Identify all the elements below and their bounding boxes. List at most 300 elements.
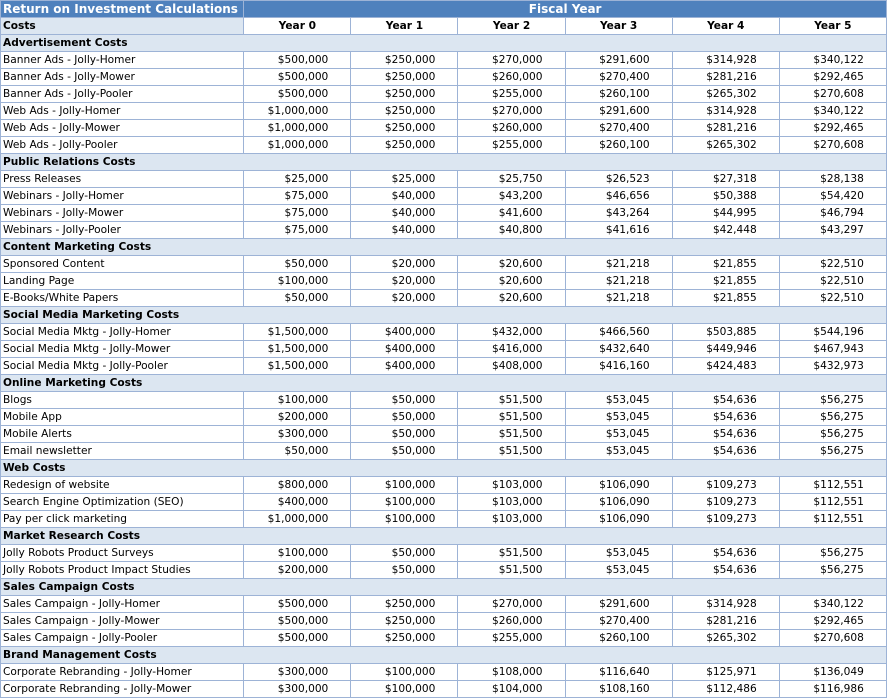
value-text: $1,500,000	[267, 325, 329, 338]
value-text: $56,275	[820, 410, 864, 423]
row-label-cell[interactable]: Corporate Rebranding - Jolly-Homer	[1, 664, 244, 681]
value-cell[interactable]	[672, 273, 779, 290]
row-label-cell[interactable]: Web Ads - Jolly-Homer	[1, 103, 244, 120]
value-cell[interactable]	[458, 426, 565, 443]
value-text: $26,523	[605, 172, 650, 185]
value-cell[interactable]	[244, 273, 351, 290]
value-cell[interactable]	[351, 188, 458, 205]
value-cell[interactable]	[672, 120, 779, 137]
fiscal-year-header[interactable]: Fiscal Year	[244, 1, 887, 18]
table-row	[1, 613, 887, 630]
value-text: $292,465	[813, 121, 864, 134]
value-text: $103,000	[491, 512, 543, 525]
value-cell[interactable]	[351, 664, 458, 681]
value-cell[interactable]	[244, 443, 351, 460]
value-cell[interactable]	[458, 494, 565, 511]
value-cell[interactable]	[779, 545, 886, 562]
value-cell[interactable]	[244, 392, 351, 409]
value-text: $250,000	[384, 121, 436, 134]
value-cell[interactable]	[458, 477, 565, 494]
value-cell[interactable]	[458, 324, 565, 341]
value-cell[interactable]	[351, 256, 458, 273]
value-cell[interactable]	[672, 477, 779, 494]
value-cell[interactable]	[244, 324, 351, 341]
value-text: $75,000	[284, 223, 329, 236]
value-cell[interactable]	[672, 630, 779, 647]
row-label-cell[interactable]: Jolly Robots Product Impact Studies	[1, 562, 244, 579]
value-cell[interactable]	[565, 188, 672, 205]
value-cell[interactable]	[458, 358, 565, 375]
value-cell[interactable]	[672, 392, 779, 409]
table-row	[1, 426, 887, 443]
value-cell[interactable]	[672, 409, 779, 426]
value-cell[interactable]	[672, 103, 779, 120]
row-label-cell[interactable]: Search Engine Optimization (SEO)	[1, 494, 244, 511]
value-cell[interactable]	[244, 290, 351, 307]
value-text: $467,943	[813, 342, 864, 355]
value-cell[interactable]	[779, 188, 886, 205]
row-label-cell[interactable]: Blogs	[1, 392, 244, 409]
year-header[interactable]: Year 3	[565, 18, 672, 35]
value-cell[interactable]	[565, 290, 672, 307]
value-cell[interactable]	[351, 358, 458, 375]
value-cell[interactable]	[672, 205, 779, 222]
value-cell[interactable]	[351, 443, 458, 460]
row-label-cell[interactable]: Banner Ads - Jolly-Pooler	[1, 86, 244, 103]
value-text: $50,000	[284, 291, 329, 304]
value-cell[interactable]	[672, 324, 779, 341]
value-cell[interactable]	[565, 562, 672, 579]
value-cell[interactable]	[672, 545, 779, 562]
value-text: $27,318	[712, 172, 757, 185]
value-cell[interactable]	[351, 69, 458, 86]
value-cell[interactable]	[458, 596, 565, 613]
value-cell[interactable]	[244, 205, 351, 222]
value-cell[interactable]	[244, 222, 351, 239]
value-text: $270,608	[813, 631, 864, 644]
value-cell[interactable]	[779, 120, 886, 137]
value-cell[interactable]	[244, 596, 351, 613]
section-title[interactable]: Public Relations Costs	[1, 154, 887, 171]
value-cell[interactable]	[351, 392, 458, 409]
table-row	[1, 120, 887, 137]
row-label-cell[interactable]: Pay per click marketing	[1, 511, 244, 528]
value-cell[interactable]	[458, 120, 565, 137]
row-label-cell[interactable]: Landing Page	[1, 273, 244, 290]
value-text: $270,608	[813, 138, 864, 151]
value-text: $100,000	[277, 393, 329, 406]
value-cell[interactable]	[565, 494, 672, 511]
row-label-cell[interactable]: Press Releases	[1, 171, 244, 188]
row-label-cell[interactable]: Jolly Robots Product Surveys	[1, 545, 244, 562]
value-cell[interactable]	[244, 409, 351, 426]
section-header-row	[1, 307, 887, 324]
value-cell[interactable]	[565, 426, 672, 443]
value-text: $112,551	[813, 512, 864, 525]
value-text: $270,608	[813, 87, 864, 100]
year-header[interactable]: Year 5	[779, 18, 886, 35]
row-label-cell[interactable]: Web Ads - Jolly-Pooler	[1, 137, 244, 154]
row-label-cell[interactable]: Sales Campaign - Jolly-Homer	[1, 596, 244, 613]
value-text: $260,000	[491, 614, 543, 627]
value-cell[interactable]	[672, 443, 779, 460]
value-cell[interactable]	[351, 290, 458, 307]
value-text: $21,218	[605, 274, 650, 287]
year-header[interactable]: Year 2	[458, 18, 565, 35]
value-cell[interactable]	[244, 256, 351, 273]
section-title[interactable]: Online Marketing Costs	[1, 375, 887, 392]
value-cell[interactable]	[458, 681, 565, 698]
value-cell[interactable]	[565, 205, 672, 222]
value-cell[interactable]	[244, 613, 351, 630]
value-cell[interactable]	[672, 222, 779, 239]
value-cell[interactable]	[458, 511, 565, 528]
year-header[interactable]: Year 1	[351, 18, 458, 35]
value-text: $54,636	[712, 444, 757, 457]
row-label-cell[interactable]: E-Books/White Papers	[1, 290, 244, 307]
value-cell[interactable]	[779, 69, 886, 86]
value-text: $42,448	[712, 223, 757, 236]
value-text: $424,483	[706, 359, 757, 372]
table-row	[1, 188, 887, 205]
value-cell[interactable]	[779, 358, 886, 375]
value-cell[interactable]	[779, 477, 886, 494]
row-label-cell[interactable]: Social Media Mktg - Jolly-Pooler	[1, 358, 244, 375]
value-cell[interactable]	[779, 341, 886, 358]
value-cell[interactable]	[351, 103, 458, 120]
value-cell[interactable]	[672, 188, 779, 205]
value-cell[interactable]	[244, 188, 351, 205]
value-cell[interactable]	[244, 120, 351, 137]
value-cell[interactable]	[351, 324, 458, 341]
table-row	[1, 494, 887, 511]
value-cell[interactable]	[779, 511, 886, 528]
value-text: $255,000	[491, 631, 543, 644]
value-cell[interactable]	[565, 256, 672, 273]
row-label-cell[interactable]: Sponsored Content	[1, 256, 244, 273]
value-cell[interactable]	[779, 324, 886, 341]
row-label-cell[interactable]: Social Media Mktg - Jolly-Homer	[1, 324, 244, 341]
value-cell[interactable]	[672, 426, 779, 443]
row-label-cell[interactable]: Web Ads - Jolly-Mower	[1, 120, 244, 137]
value-cell[interactable]	[351, 222, 458, 239]
value-cell[interactable]	[244, 681, 351, 698]
value-cell[interactable]	[779, 613, 886, 630]
value-cell[interactable]	[565, 664, 672, 681]
section-title[interactable]: Advertisement Costs	[1, 35, 887, 52]
section-title[interactable]: Social Media Marketing Costs	[1, 307, 887, 324]
value-cell[interactable]	[458, 630, 565, 647]
value-text: $270,000	[491, 597, 543, 610]
value-cell[interactable]	[351, 409, 458, 426]
value-cell[interactable]	[458, 103, 565, 120]
value-cell[interactable]	[565, 409, 672, 426]
value-cell[interactable]	[672, 69, 779, 86]
value-cell[interactable]	[458, 562, 565, 579]
value-cell[interactable]	[779, 290, 886, 307]
value-cell[interactable]	[351, 205, 458, 222]
value-text: $292,465	[813, 614, 864, 627]
value-cell[interactable]	[672, 494, 779, 511]
value-cell[interactable]	[351, 120, 458, 137]
value-cell[interactable]	[779, 273, 886, 290]
value-cell[interactable]	[458, 409, 565, 426]
value-cell[interactable]	[244, 562, 351, 579]
value-cell[interactable]	[779, 562, 886, 579]
value-cell[interactable]	[244, 52, 351, 69]
value-cell[interactable]	[244, 494, 351, 511]
value-cell[interactable]	[458, 69, 565, 86]
value-cell[interactable]	[458, 392, 565, 409]
row-label-cell[interactable]: Sales Campaign - Jolly-Pooler	[1, 630, 244, 647]
value-cell[interactable]	[458, 205, 565, 222]
value-cell[interactable]	[672, 137, 779, 154]
value-cell[interactable]	[672, 358, 779, 375]
value-text: $21,855	[712, 291, 757, 304]
value-text: $106,090	[599, 495, 650, 508]
value-cell[interactable]	[351, 171, 458, 188]
value-cell[interactable]	[458, 290, 565, 307]
value-text: $50,000	[391, 427, 436, 440]
value-cell[interactable]	[779, 630, 886, 647]
value-text: $25,000	[284, 172, 329, 185]
value-cell[interactable]	[351, 681, 458, 698]
value-text: $43,297	[820, 223, 864, 236]
value-cell[interactable]	[458, 341, 565, 358]
sheet-title[interactable]: Return on Investment Calculations	[1, 1, 244, 18]
value-cell[interactable]	[565, 613, 672, 630]
value-text: $432,640	[599, 342, 650, 355]
value-cell[interactable]	[779, 86, 886, 103]
value-cell[interactable]	[565, 137, 672, 154]
value-cell[interactable]	[244, 545, 351, 562]
value-cell[interactable]	[458, 171, 565, 188]
row-label-cell[interactable]: Corporate Rebranding - Jolly-Mower	[1, 681, 244, 698]
value-text: $260,000	[491, 121, 543, 134]
section-title[interactable]: Web Costs	[1, 460, 887, 477]
value-text: $50,000	[284, 444, 329, 457]
value-cell[interactable]	[779, 426, 886, 443]
value-cell[interactable]	[565, 681, 672, 698]
table-row	[1, 409, 887, 426]
value-cell[interactable]	[458, 664, 565, 681]
value-text: $109,273	[706, 478, 757, 491]
value-cell[interactable]	[779, 596, 886, 613]
value-cell[interactable]	[779, 664, 886, 681]
value-cell[interactable]	[565, 103, 672, 120]
value-cell[interactable]	[672, 681, 779, 698]
value-cell[interactable]	[565, 324, 672, 341]
value-cell[interactable]	[565, 120, 672, 137]
value-text: $400,000	[384, 359, 436, 372]
value-cell[interactable]	[351, 545, 458, 562]
value-cell[interactable]	[458, 222, 565, 239]
table-row	[1, 358, 887, 375]
value-cell[interactable]	[672, 664, 779, 681]
value-cell[interactable]	[672, 596, 779, 613]
value-text: $300,000	[277, 665, 329, 678]
value-cell[interactable]	[565, 477, 672, 494]
value-cell[interactable]	[351, 494, 458, 511]
value-cell[interactable]	[351, 596, 458, 613]
value-cell[interactable]	[565, 443, 672, 460]
value-cell[interactable]	[565, 596, 672, 613]
value-cell[interactable]	[244, 358, 351, 375]
value-text: $103,000	[491, 478, 543, 491]
value-cell[interactable]	[672, 290, 779, 307]
value-cell[interactable]	[351, 137, 458, 154]
value-cell[interactable]	[351, 341, 458, 358]
value-cell[interactable]	[458, 137, 565, 154]
value-cell[interactable]	[244, 137, 351, 154]
value-text: $56,275	[820, 427, 864, 440]
value-text: $250,000	[384, 53, 436, 66]
value-text: $50,000	[391, 393, 436, 406]
value-text: $260,000	[491, 70, 543, 83]
table-row	[1, 86, 887, 103]
year-header[interactable]: Year 4	[672, 18, 779, 35]
value-cell[interactable]	[351, 426, 458, 443]
value-cell[interactable]	[351, 52, 458, 69]
value-cell[interactable]	[565, 392, 672, 409]
value-cell[interactable]	[458, 273, 565, 290]
value-text: $43,264	[605, 206, 650, 219]
value-cell[interactable]	[672, 341, 779, 358]
row-label-cell[interactable]: Webinars - Jolly-Pooler	[1, 222, 244, 239]
value-cell[interactable]	[244, 477, 351, 494]
value-cell[interactable]	[458, 443, 565, 460]
value-cell[interactable]	[565, 69, 672, 86]
row-label-cell[interactable]: Banner Ads - Jolly-Homer	[1, 52, 244, 69]
value-cell[interactable]	[565, 222, 672, 239]
value-cell[interactable]	[779, 222, 886, 239]
row-label-cell[interactable]: Redesign of website	[1, 477, 244, 494]
table-row	[1, 137, 887, 154]
row-label-cell[interactable]: Social Media Mktg - Jolly-Mower	[1, 341, 244, 358]
value-cell[interactable]	[565, 358, 672, 375]
value-cell[interactable]	[351, 86, 458, 103]
value-cell[interactable]	[351, 511, 458, 528]
value-text: $281,216	[706, 121, 757, 134]
value-cell[interactable]	[565, 545, 672, 562]
value-cell[interactable]	[244, 171, 351, 188]
row-label-cell[interactable]: Webinars - Jolly-Mower	[1, 205, 244, 222]
value-text: $250,000	[384, 138, 436, 151]
value-cell[interactable]	[672, 171, 779, 188]
value-cell[interactable]	[565, 341, 672, 358]
table-row	[1, 222, 887, 239]
value-cell[interactable]	[779, 103, 886, 120]
section-title[interactable]: Sales Campaign Costs	[1, 579, 887, 596]
year-header[interactable]: Year 0	[244, 18, 351, 35]
value-cell[interactable]	[244, 86, 351, 103]
value-text: $75,000	[284, 189, 329, 202]
value-cell[interactable]	[351, 273, 458, 290]
row-label-cell[interactable]: Mobile Alerts	[1, 426, 244, 443]
value-cell[interactable]	[779, 681, 886, 698]
value-text: $100,000	[384, 682, 436, 695]
value-cell[interactable]	[244, 69, 351, 86]
value-text: $200,000	[277, 563, 329, 576]
value-cell[interactable]	[458, 613, 565, 630]
value-cell[interactable]	[351, 477, 458, 494]
value-cell[interactable]	[565, 171, 672, 188]
section-title[interactable]: Content Marketing Costs	[1, 239, 887, 256]
value-text: $1,000,000	[267, 121, 329, 134]
value-text: $270,000	[491, 53, 543, 66]
value-cell[interactable]	[672, 511, 779, 528]
value-cell[interactable]	[672, 256, 779, 273]
value-cell[interactable]	[779, 52, 886, 69]
value-text: $408,000	[491, 359, 543, 372]
value-text: $53,045	[605, 563, 650, 576]
value-cell[interactable]	[244, 341, 351, 358]
value-cell[interactable]	[779, 137, 886, 154]
value-cell[interactable]	[351, 562, 458, 579]
value-cell[interactable]	[672, 86, 779, 103]
value-cell[interactable]	[565, 52, 672, 69]
value-text: $50,000	[391, 563, 436, 576]
value-cell[interactable]	[672, 613, 779, 630]
value-cell[interactable]	[244, 630, 351, 647]
value-cell[interactable]	[779, 205, 886, 222]
value-cell[interactable]	[244, 103, 351, 120]
section-title[interactable]: Market Research Costs	[1, 528, 887, 545]
costs-header[interactable]: Costs	[1, 18, 244, 35]
section-header-row	[1, 35, 887, 52]
value-cell[interactable]	[672, 562, 779, 579]
table-row	[1, 443, 887, 460]
row-label-cell[interactable]: Banner Ads - Jolly-Mower	[1, 69, 244, 86]
value-text: $270,400	[599, 121, 650, 134]
value-cell[interactable]	[565, 630, 672, 647]
value-cell[interactable]	[351, 630, 458, 647]
value-text: $108,160	[599, 682, 650, 695]
value-text: $21,855	[712, 274, 757, 287]
value-text: $51,500	[498, 563, 543, 576]
value-text: $112,551	[813, 495, 864, 508]
value-cell[interactable]	[244, 426, 351, 443]
value-cell[interactable]	[779, 443, 886, 460]
row-label-cell[interactable]: Sales Campaign - Jolly-Mower	[1, 613, 244, 630]
value-cell[interactable]	[458, 52, 565, 69]
value-cell[interactable]	[458, 545, 565, 562]
value-cell[interactable]	[779, 494, 886, 511]
section-title[interactable]: Brand Management Costs	[1, 647, 887, 664]
row-label-cell[interactable]: Email newsletter	[1, 443, 244, 460]
value-cell[interactable]	[672, 52, 779, 69]
value-cell[interactable]	[458, 256, 565, 273]
value-text: $270,400	[599, 614, 650, 627]
row-label-cell[interactable]: Mobile App	[1, 409, 244, 426]
value-cell[interactable]	[458, 188, 565, 205]
value-cell[interactable]	[244, 511, 351, 528]
row-label-cell[interactable]: Webinars - Jolly-Homer	[1, 188, 244, 205]
value-cell[interactable]	[779, 392, 886, 409]
value-cell[interactable]	[779, 171, 886, 188]
value-cell[interactable]	[565, 511, 672, 528]
value-cell[interactable]	[565, 86, 672, 103]
value-cell[interactable]	[565, 273, 672, 290]
value-cell[interactable]	[458, 86, 565, 103]
value-cell[interactable]	[779, 409, 886, 426]
value-text: $46,794	[820, 206, 864, 219]
value-cell[interactable]	[244, 664, 351, 681]
value-cell[interactable]	[351, 613, 458, 630]
value-text: $100,000	[277, 274, 329, 287]
value-cell[interactable]	[779, 256, 886, 273]
value-text: $106,090	[599, 512, 650, 525]
